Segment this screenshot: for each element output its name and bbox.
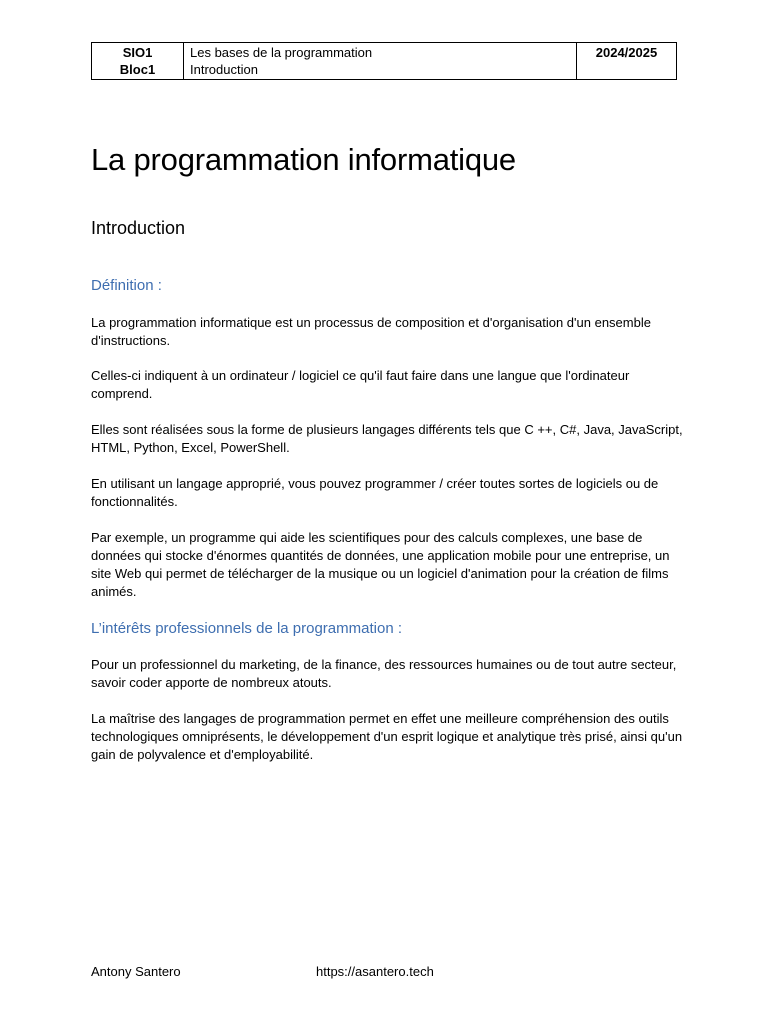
header-block-label: Bloc1 [119,62,156,77]
paragraph-interests-2: La maîtrise des langages de programmation permet en effet une meilleure compréhension des outils technologiques omniprésents, le développement d'un esprit logique et analytique très prisé, ainsi qu'un gain de polyvalence et d'employabilité. [91,711,683,762]
header-course-cell [184,43,577,80]
header-class-cell [92,43,184,80]
paragraph-interests-1: Pour un professionnel du marketing, de la finance, des ressources humaines ou de tout autre secteur, savoir coder apporte de nombreux atouts. [91,657,677,690]
header-row [92,43,677,80]
section-heading-definition: Définition : [91,277,162,294]
header-year-cell [577,43,677,80]
section-heading-interests: L’intérêts professionnels de la programmation : [91,620,403,637]
page-title: La programmation informatique [91,142,516,177]
paragraph-definition-5: Par exemple, un programme qui aide les scientifiques pour des calculs complexes, une base de données qui stocke d'énormes quantités de données, une application mobile pour une entreprise, un site Web qui permet de télécharger de la musique ou un logiciel d'animation pour la création de films animés. [91,530,670,599]
paragraph-definition-3: Elles sont réalisées sous la forme de plusieurs langages différents tels que C ++, C#, Java, JavaScript, HTML, Python, Excel, PowerShell. [91,422,683,455]
header-school-year: 2024/2025 [595,45,658,60]
header-class-label: SIO1 [122,45,153,60]
paragraph-definition-1: La programmation informatique est un processus de composition et d'organisation d'un ensemble d'instructions. [91,315,651,348]
footer-author: Antony Santero [91,964,181,979]
paragraph-definition-4: En utilisant un langage approprié, vous pouvez programmer / créer toutes sortes de logiciels ou de fonctionnalités. [91,476,659,509]
header-course-chapter: Introduction [190,62,258,77]
footer-website-link[interactable]: https://asantero.tech [316,964,434,979]
page-subtitle: Introduction [91,218,186,238]
paragraph-definition-2: Celles-ci indiquent à un ordinateur / logiciel ce qu'il faut faire dans une langue que l'ordinateur comprend. [91,368,630,401]
document-header-table [91,42,677,80]
header-course-title: Les bases de la programmation [190,45,373,60]
